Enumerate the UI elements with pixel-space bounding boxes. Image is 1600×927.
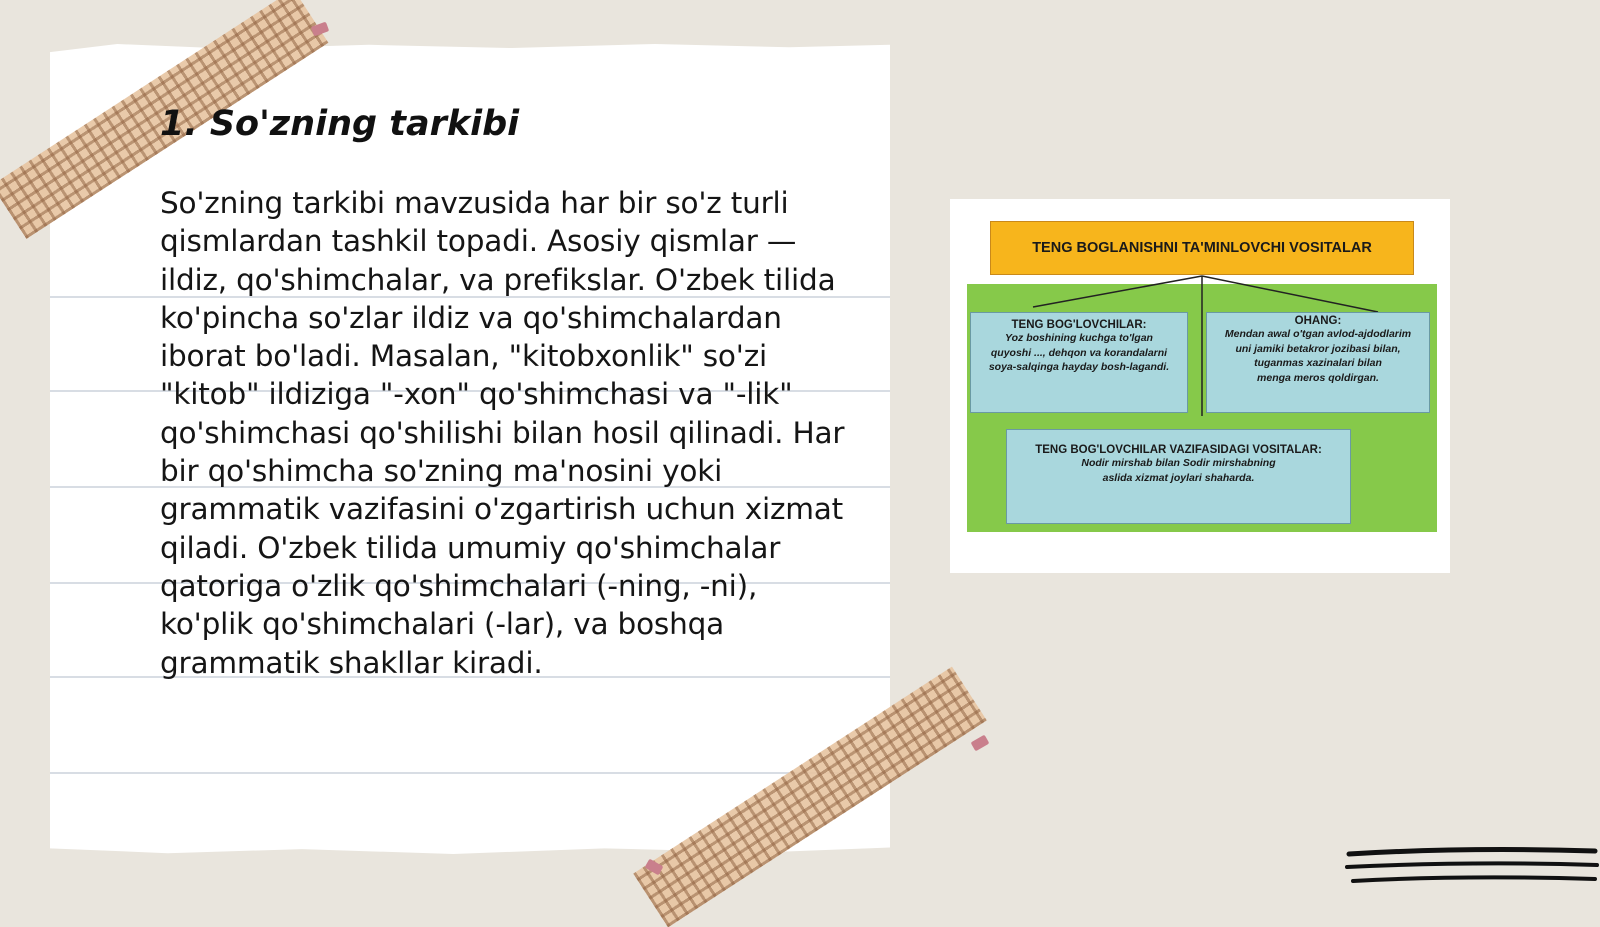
- box-line: aslida xizmat joylari shaharda.: [1102, 471, 1255, 484]
- box-line: Yoz boshining kuchga to'lgan: [1005, 332, 1153, 344]
- box-heading: TENG BOG'LOVCHILAR VAZIFASIDAGI VOSITALAR:: [1035, 444, 1322, 456]
- box-line: soya-salqinga hayday bosh-lagandi.: [988, 361, 1170, 373]
- box-line: quyoshi ..., dehqon va korandalarni: [990, 346, 1168, 359]
- diagram-image: [950, 199, 1450, 573]
- box-heading: TENG BOG'LOVCHILAR:: [1011, 319, 1147, 331]
- paper-rule-line: [50, 772, 890, 774]
- box-line: Nodir mirshab bilan Sodir mirshabning: [1081, 457, 1276, 469]
- brush-stroke-decoration: [1345, 845, 1600, 895]
- diagram-header: TENG BOGLANISHNI TA'MINLOVCHI VOSITALAR: [990, 221, 1414, 275]
- box-line: menga meros qoldirgan.: [1257, 371, 1379, 384]
- box-heading: OHANG:: [1294, 315, 1342, 327]
- slide-title: 1. So'zning tarkibi: [160, 104, 520, 144]
- tape-pin-dot: [971, 735, 990, 752]
- box-line: uni jamiki betakror jozibasi bilan,: [1235, 342, 1401, 355]
- box-line: Mendan awal o'tgan avlod-ajdodlarim: [1224, 328, 1412, 340]
- box-line: tuganmas xazinalari bilan: [1254, 357, 1382, 369]
- diagram-box-conjunctions: [970, 312, 1188, 413]
- diagram-box-intonation: [1206, 312, 1430, 413]
- slide-paragraph: So'zning tarkibi mavzusida har bir so'z turli qismlardan tashkil topadi. Asosiy qismlar — ildiz, qo'shimchalar, va prefikslar. O'zbek tilida ko'pincha so'zlar ildiz va qo'shimchalardan iborat bo'ladi. Masalan, "kitobxonlik" so'zi "kitob" ildiziga "-xon" qo'shimchasi va "-lik" qo'shimchasi qo'shilishi bilan hosil qilinadi. Har bir qo'shimcha so'zning ma'nosini yoki grammatik vazifasini o'zgartirish uchun xizmat qiladi. O'zbek tilida umumiy qo'shimchalar qatoriga o'zlik qo'shimchalari (-ning, -ni), ko'plik qo'shimchalari (-lar), va boshqa grammatik shakllar kiradi.: [160, 186, 845, 680]
- diagram-box-conjunction-function: [1006, 429, 1351, 524]
